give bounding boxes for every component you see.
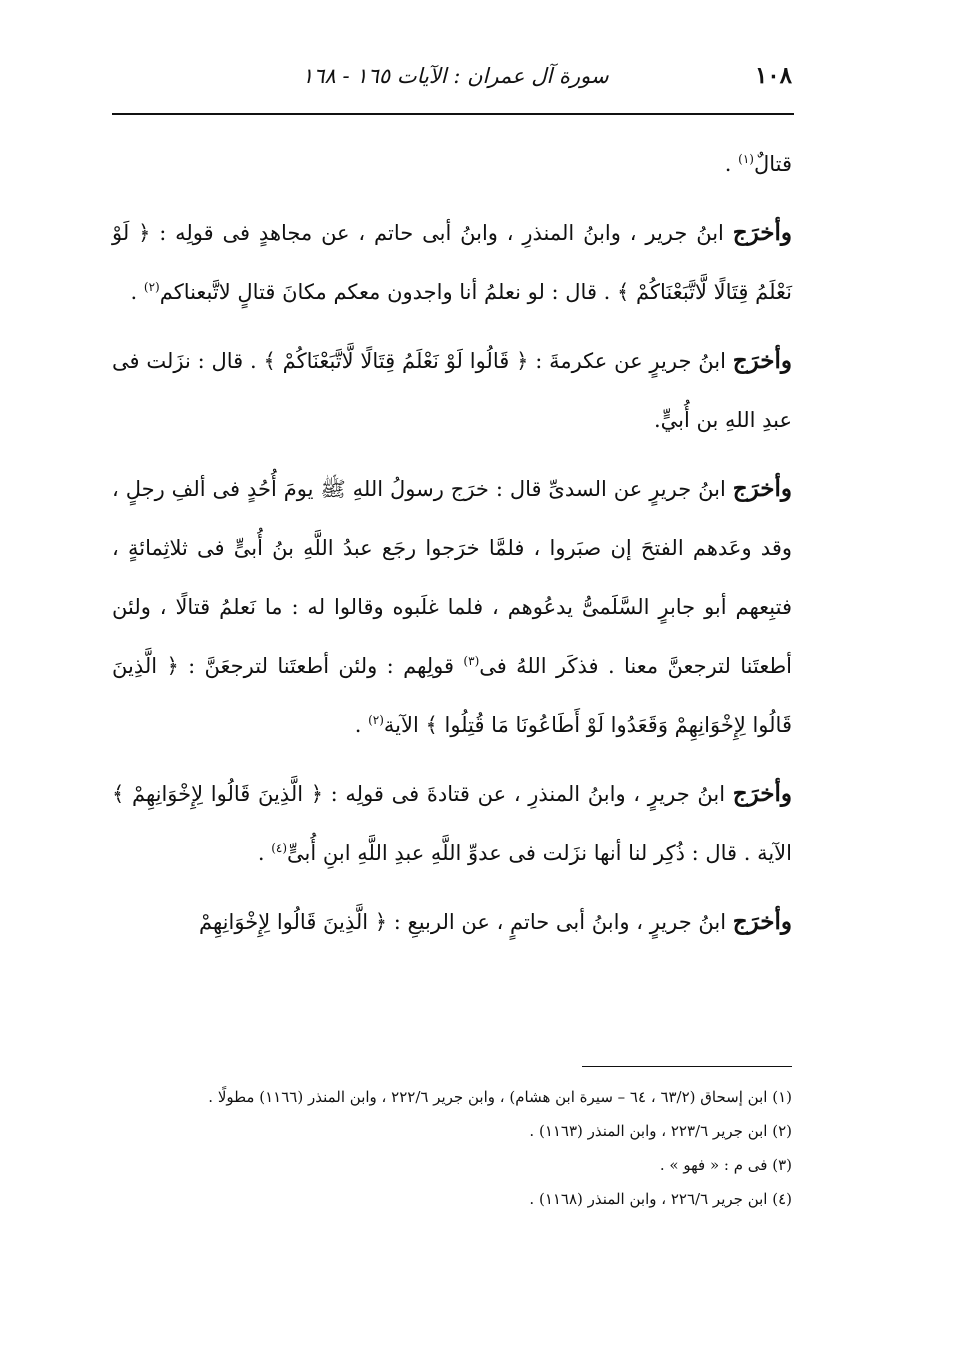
paragraph-lead: وأخرَج [732,908,792,935]
footnote-rule [582,1066,792,1067]
paragraph-tail: . [130,280,138,304]
paragraph-3 [112,331,792,450]
footnote-ref: (٢) [368,713,384,727]
paragraph-text: قتالٌ [753,152,792,176]
paragraph-lead: وأخرَج [732,219,792,246]
paragraph-text: ابنُ جريرٍ عن السدىِّ قال : خرَج رسولُ اللهِ ﷺ يومَ أُحُدٍ فى ألفِ رجلٍ ، وقد وعَدهم الفتحَ إن صبَروا ، فلمَّا خرَجوا رجَع عبدُ اللَّهِ بنُ أُبىٍّ فى ثلاثِمائةٍ ، فتبِعهم أبو جابرٍ السَّلَمىُّ يدعُوهم ، فلما غلَبوه وقالوا له : ما نَعلمُ قتالًا ، ولئن أطعتَنا لترجعنَّ معنا . فذكَر اللهُ فى [112,477,793,678]
footnote-ref: (٢) [143,280,160,294]
footnote-4: (٤) ابن جرير ٢٢٦/٦ ، وابن المنذر (١١٦٨) . [529,1190,792,1208]
paragraph-4 [112,459,792,755]
paragraph-5 [112,764,792,883]
paragraph-2 [112,203,792,322]
paragraph-6 [112,892,792,952]
footnote-ref: (٤) [271,841,288,855]
header-rule [112,113,794,115]
footnotes [112,1080,792,1216]
paragraph-lead: وأخرَج [732,475,792,502]
main-text [112,135,792,961]
paragraph-text: ابنُ جريرٍ ، وابنُ المنذرِ ، عن قتادةَ فى قولِه : ﴿ الَّذِينَ قَالُوا لِإِخْوَانِهِمْ ﴾ الآية . قال : ذُكِر لنا أنها نزَلت فى عدوِّ اللَّهِ عبدِ اللَّهِ ابنِ أُبىٍّ [112,782,792,865]
page-header [112,62,792,96]
running-title: سورة آل عمران : الآيات ١٦٥ - ١٦٨ [302,64,609,88]
paragraph-text-continued: قولِهم : ولئن أطعتَنا لترجعَنَّ : ﴿ الَّذِينَ قَالُوا لِإِخْوَانِهِمْ وَقَعَدُوا لَوْ أَطَاعُونَا مَا قُتِلُوا ﴾ الآية [112,654,792,737]
footnote-2: (٢) ابن جرير ٢٢٣/٦ ، وابن المنذر (١١٦٣) . [529,1122,792,1140]
paragraph-1 [112,135,792,194]
footnote-1: (١) ابن إسحاق (٦٣/٢ ، ٦٤ – سيرة ابن هشام) ، وابن جرير ٢٢٢/٦ ، وابن المنذر (١١٦٦) مطولًا . [208,1088,792,1106]
footnote-ref: (٣) [463,654,480,668]
paragraph-text: ابنُ جريرٍ عن عكرمةَ : ﴿ قَالُوا لَوْ نَعْلَمُ قِتَالًا لَّاتَّبَعْنَاكُمْ ﴾ . قال : نزَلت فى عبدِ اللهِ بن أُبيٍّ. [112,349,792,432]
paragraph-tail: . [354,713,362,737]
paragraph-text: ابنُ جريرٍ ، وابنُ أبى حاتمٍ ، عن الربيعِ : ﴿ الَّذِينَ قَالُوا لِإِخْوَانِهِمْ [199,910,727,934]
paragraph-tail: . [724,152,732,176]
footnote-3: (٣) فى م : « فهو » . [659,1156,792,1174]
paragraph-tail: . [257,841,265,865]
paragraph-lead: وأخرَج [732,780,792,807]
page-number: ١٠٨ [754,62,792,89]
paragraph-text: ابنُ جرير ، وابنُ المنذرِ ، وابنُ أبى حاتم ، عن مجاهدٍ فى قولِه : ﴿ لَوْ نَعْلَمُ قِتَالًا لَّاتَّبَعْنَاكُمْ ﴾ . قال : لو نعلمُ أنا واجدون معكم مكانَ قتالٍ لاتَّبعناكم [112,221,792,304]
footnote-ref: (١) [738,152,754,166]
paragraph-lead: وأخرَج [732,347,792,374]
